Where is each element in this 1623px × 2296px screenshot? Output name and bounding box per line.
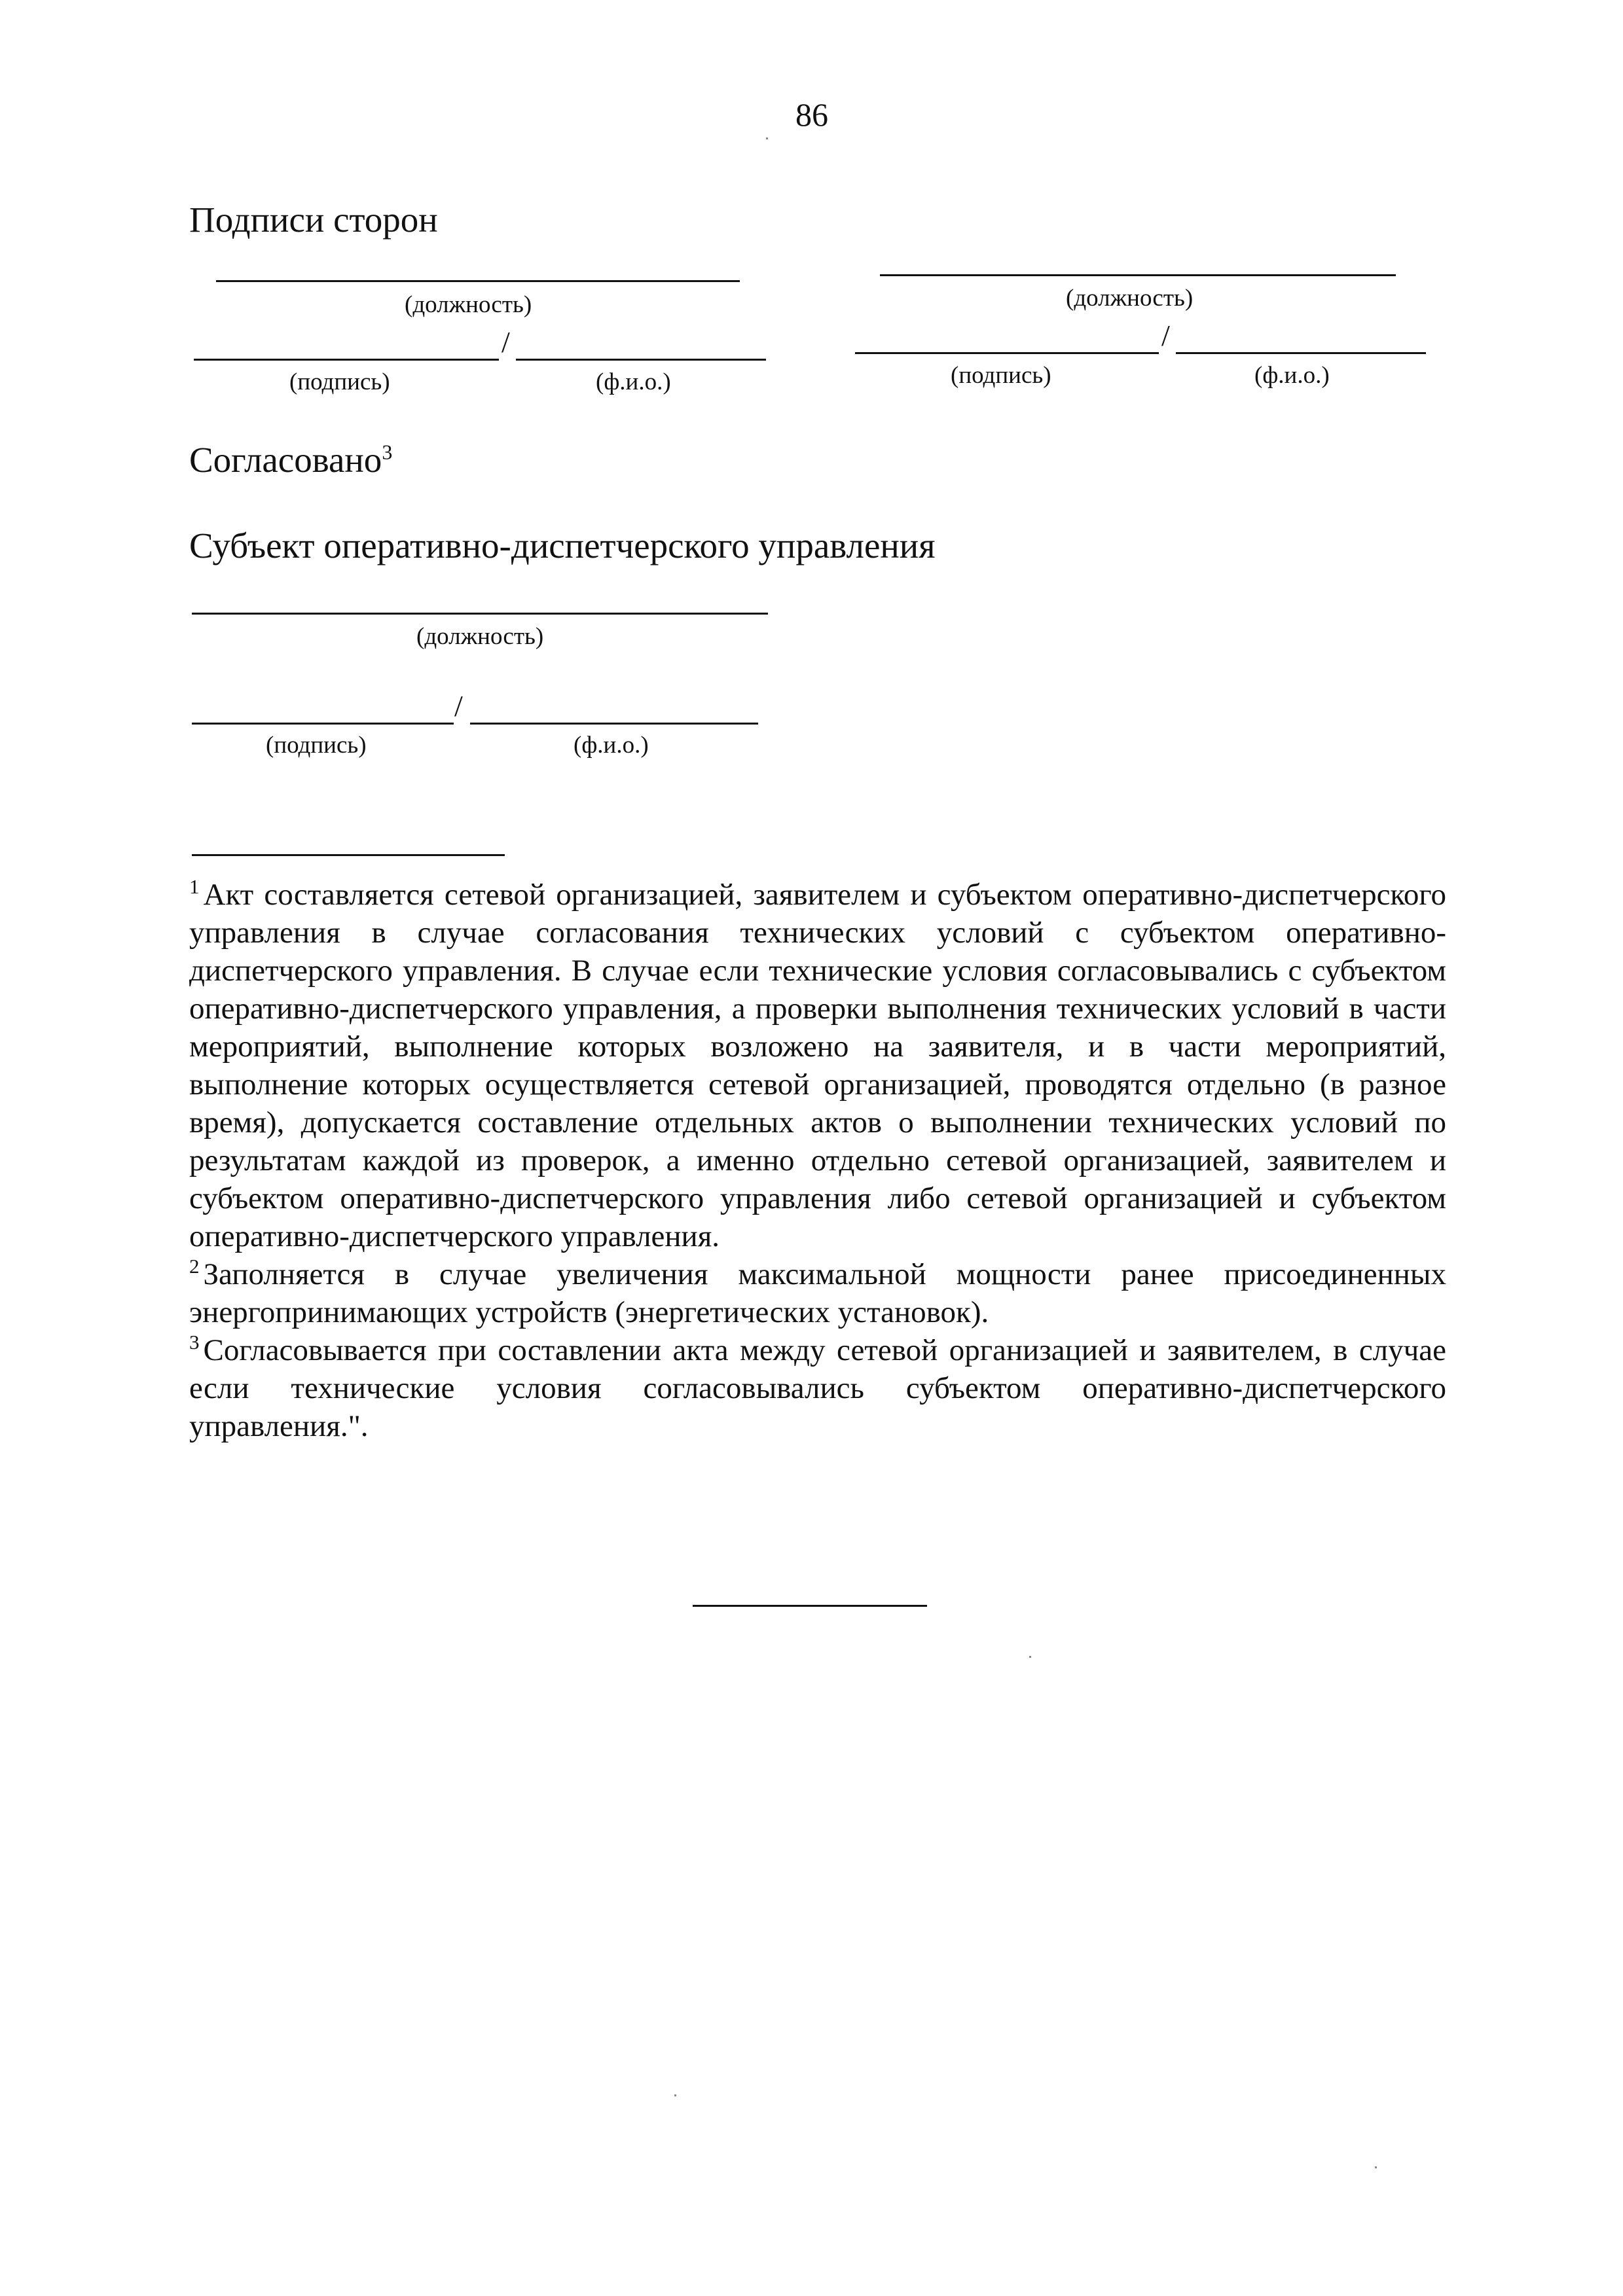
approval-footnote-ref: 3	[382, 440, 393, 464]
footnote-3-number: 3	[189, 1331, 200, 1354]
right-position-line[interactable]	[880, 274, 1396, 276]
footnote-2-text: Заполняется в случае увеличения максимальной мощности ранее присоединенных энергопринимающих устройств (энергетических установок).	[189, 1257, 1446, 1329]
footnote-2	[189, 1255, 1446, 1331]
approval-heading	[189, 442, 392, 478]
approval-position-line[interactable]	[192, 613, 768, 615]
footnote-1-number: 1	[189, 875, 200, 899]
right-position-caption: (должность)	[1066, 285, 1194, 312]
right-name-line[interactable]	[1176, 352, 1426, 354]
left-position-line[interactable]	[216, 280, 740, 282]
scan-speck	[1029, 1656, 1031, 1658]
right-name-caption: (ф.и.о.)	[1254, 362, 1330, 389]
signatures-heading: Подписи сторон	[189, 200, 438, 240]
footnote-3	[189, 1331, 1446, 1445]
approval-name-caption: (ф.и.о.)	[574, 732, 649, 759]
approval-position-caption: (должность)	[416, 623, 544, 650]
footnote-1-text: Акт составляется сетевой организацией, заявителем и субъектом оперативно-диспетчерского управления в случае согласования технических условий с субъектом оперативно-диспетчерского управления. В случае если технические условия согласовывались с субъектом оперативно-диспетчерского управления, а проверки выполнения технических условий в части мероприятий, выполнение которых возложено на заявителя, и в части мероприятий, выполнение которых осуществляется сетевой организацией, проводятся отдельно (в разное время), допускается составление отдельных актов о выполнении технических условий по результатам каждой из проверок, а именно отдельно сетевой организацией, заявителем и субъектом оперативно-диспетчерского управления либо сетевой организацией и субъектом оперативно-диспетчерского управления.	[189, 878, 1446, 1253]
footnote-2-number: 2	[189, 1255, 200, 1278]
right-signature-caption: (подпись)	[951, 362, 1051, 389]
approval-heading-text: Согласовано	[189, 440, 382, 480]
approval-subject: Субъект оперативно-диспетчерского управления	[189, 526, 936, 565]
footnote-separator	[192, 854, 505, 856]
end-of-document-line	[693, 1605, 927, 1607]
left-signature-caption: (подпись)	[289, 368, 390, 395]
approval-separator: /	[454, 689, 463, 723]
left-signature-line[interactable]	[194, 359, 499, 361]
footnote-1	[189, 876, 1446, 1255]
left-name-caption: (ф.и.о.)	[596, 368, 671, 395]
scan-speck	[1375, 2166, 1377, 2168]
footnotes	[189, 876, 1446, 1445]
left-position-caption: (должность)	[405, 291, 532, 318]
scan-speck	[766, 137, 768, 139]
right-signature-line[interactable]	[855, 352, 1159, 354]
footnote-3-text: Согласовывается при составлении акта между сетевой организацией и заявителем, в случае если технические условия согласовывались субъектом оперативно-диспетчерского управления.".	[189, 1333, 1446, 1443]
approval-signature-caption: (подпись)	[266, 732, 367, 759]
left-separator: /	[501, 325, 510, 359]
left-name-line[interactable]	[516, 359, 766, 361]
approval-signature-line[interactable]	[192, 723, 454, 725]
scan-speck	[674, 2094, 676, 2096]
approval-name-line[interactable]	[470, 723, 758, 725]
right-separator: /	[1161, 319, 1170, 352]
page-number: 86	[795, 96, 828, 133]
